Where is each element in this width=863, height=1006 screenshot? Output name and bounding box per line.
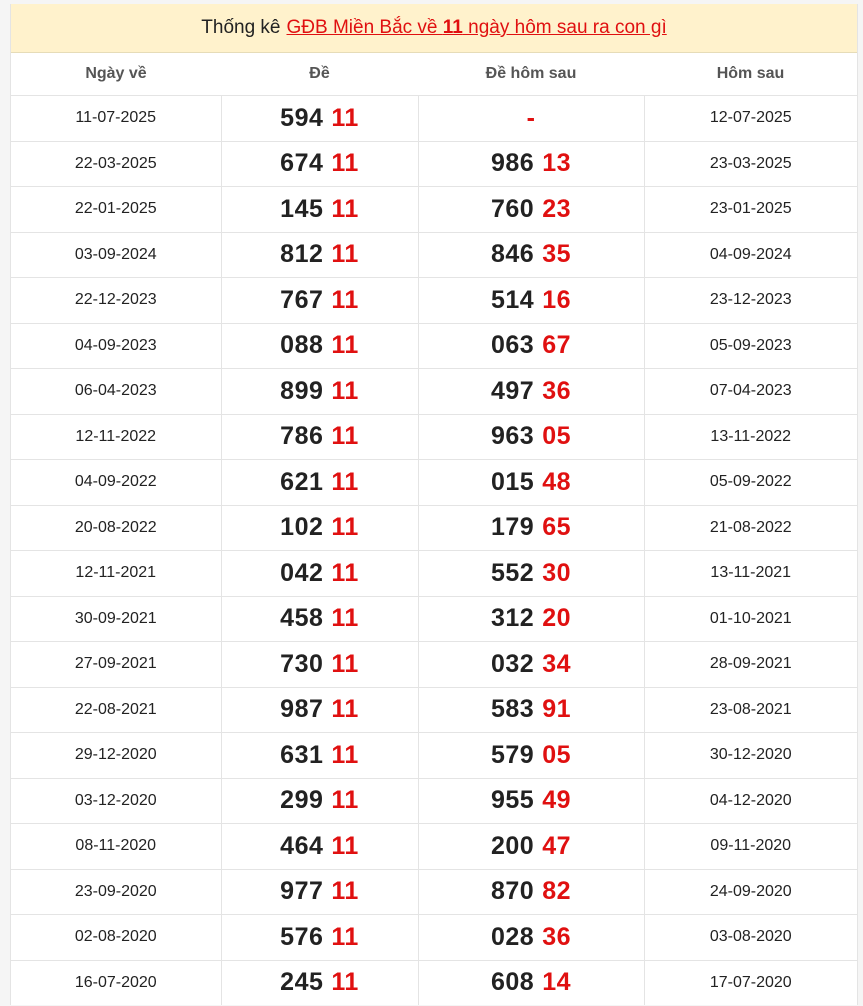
result-head: 812 bbox=[280, 240, 324, 269]
result-head: 621 bbox=[280, 467, 324, 496]
table-row bbox=[11, 323, 857, 369]
no-result-dash: - bbox=[526, 103, 536, 132]
table-row bbox=[11, 460, 857, 506]
table-row bbox=[11, 278, 857, 324]
cell-de bbox=[221, 278, 418, 324]
table-row bbox=[11, 642, 857, 688]
next-result-head: 179 bbox=[490, 513, 535, 542]
cell-hom-sau: 01-10-2021 bbox=[644, 596, 857, 642]
cell-hom-sau: 04-09-2024 bbox=[644, 232, 857, 278]
cell-de bbox=[221, 687, 418, 733]
cell-ngay-ve: 30-09-2021 bbox=[11, 596, 221, 642]
next-result-head: 986 bbox=[490, 149, 535, 178]
cell-ngay-ve: 03-12-2020 bbox=[11, 778, 221, 824]
result-tail: 11 bbox=[331, 513, 359, 542]
cell-de bbox=[221, 642, 418, 688]
next-result-tail: 36 bbox=[542, 922, 572, 951]
result-head: 674 bbox=[280, 149, 324, 178]
cell-de bbox=[221, 187, 418, 233]
cell-ngay-ve: 22-12-2023 bbox=[11, 278, 221, 324]
table-row bbox=[11, 733, 857, 779]
cell-hom-sau: 23-03-2025 bbox=[644, 141, 857, 187]
result-head: 977 bbox=[280, 877, 324, 906]
cell-de bbox=[221, 323, 418, 369]
cell-de-hom-sau bbox=[418, 642, 644, 688]
result-tail: 11 bbox=[331, 831, 359, 860]
cell-hom-sau: 13-11-2022 bbox=[644, 414, 857, 460]
next-result-head: 579 bbox=[490, 740, 535, 769]
cell-ngay-ve: 20-08-2022 bbox=[11, 505, 221, 551]
next-result-head: 015 bbox=[490, 467, 535, 496]
cell-ngay-ve: 12-11-2022 bbox=[11, 414, 221, 460]
table-row bbox=[11, 778, 857, 824]
result-tail: 11 bbox=[331, 968, 359, 997]
cell-ngay-ve: 02-08-2020 bbox=[11, 915, 221, 961]
cell-de bbox=[221, 414, 418, 460]
result-tail: 11 bbox=[331, 558, 359, 587]
result-head: 631 bbox=[280, 740, 324, 769]
next-result-head: 497 bbox=[490, 376, 535, 405]
cell-hom-sau: 05-09-2023 bbox=[644, 323, 857, 369]
cell-de-hom-sau bbox=[418, 323, 644, 369]
next-result-tail: 13 bbox=[542, 149, 572, 178]
stats-panel bbox=[10, 4, 858, 1005]
cell-ngay-ve: 22-08-2021 bbox=[11, 687, 221, 733]
cell-de bbox=[221, 824, 418, 870]
cell-hom-sau: 13-11-2021 bbox=[644, 551, 857, 597]
result-tail: 11 bbox=[331, 285, 359, 314]
result-tail: 11 bbox=[331, 149, 359, 178]
cell-de-hom-sau bbox=[418, 96, 644, 142]
result-tail: 11 bbox=[331, 376, 359, 405]
stats-table bbox=[11, 53, 857, 1005]
cell-de bbox=[221, 460, 418, 506]
cell-de-hom-sau bbox=[418, 960, 644, 1005]
result-tail: 11 bbox=[331, 240, 359, 269]
next-result-head: 063 bbox=[490, 331, 535, 360]
cell-ngay-ve: 29-12-2020 bbox=[11, 733, 221, 779]
next-result-head: 955 bbox=[490, 786, 535, 815]
cell-hom-sau: 12-07-2025 bbox=[644, 96, 857, 142]
cell-de bbox=[221, 505, 418, 551]
next-result-tail: 30 bbox=[542, 558, 572, 587]
cell-hom-sau: 09-11-2020 bbox=[644, 824, 857, 870]
next-result-tail: 14 bbox=[542, 968, 572, 997]
cell-de-hom-sau bbox=[418, 278, 644, 324]
result-head: 088 bbox=[280, 331, 324, 360]
next-result-tail: 49 bbox=[542, 786, 572, 815]
cell-de-hom-sau bbox=[418, 551, 644, 597]
cell-hom-sau: 17-07-2020 bbox=[644, 960, 857, 1005]
result-tail: 11 bbox=[331, 194, 359, 223]
result-head: 899 bbox=[280, 376, 324, 405]
table-row bbox=[11, 869, 857, 915]
cell-de-hom-sau bbox=[418, 733, 644, 779]
table-row bbox=[11, 687, 857, 733]
cell-de bbox=[221, 551, 418, 597]
cell-de-hom-sau bbox=[418, 232, 644, 278]
result-head: 102 bbox=[280, 513, 324, 542]
result-tail: 11 bbox=[331, 877, 359, 906]
caption-prefix: Thống kê bbox=[201, 17, 281, 38]
table-row bbox=[11, 915, 857, 961]
cell-ngay-ve: 12-11-2021 bbox=[11, 551, 221, 597]
next-result-head: 760 bbox=[490, 194, 535, 223]
caption-link-number: 11 bbox=[442, 17, 463, 38]
caption-link-pre: GĐB Miền Bắc về bbox=[286, 17, 443, 38]
cell-hom-sau: 03-08-2020 bbox=[644, 915, 857, 961]
cell-ngay-ve: 16-07-2020 bbox=[11, 960, 221, 1005]
cell-hom-sau: 30-12-2020 bbox=[644, 733, 857, 779]
cell-hom-sau: 24-09-2020 bbox=[644, 869, 857, 915]
result-head: 576 bbox=[280, 922, 324, 951]
result-tail: 11 bbox=[331, 103, 359, 132]
cell-de-hom-sau bbox=[418, 915, 644, 961]
table-row bbox=[11, 232, 857, 278]
cell-hom-sau: 23-12-2023 bbox=[644, 278, 857, 324]
next-result-head: 963 bbox=[490, 422, 535, 451]
table-row bbox=[11, 96, 857, 142]
cell-de-hom-sau bbox=[418, 869, 644, 915]
header-row bbox=[11, 53, 857, 96]
cell-de bbox=[221, 96, 418, 142]
next-result-tail: 67 bbox=[542, 331, 572, 360]
result-head: 299 bbox=[280, 786, 324, 815]
next-result-head: 200 bbox=[490, 831, 535, 860]
table-row bbox=[11, 505, 857, 551]
cell-de-hom-sau bbox=[418, 596, 644, 642]
result-tail: 11 bbox=[331, 649, 359, 678]
cell-ngay-ve: 04-09-2022 bbox=[11, 460, 221, 506]
table-caption bbox=[11, 4, 857, 53]
table-row bbox=[11, 141, 857, 187]
result-head: 458 bbox=[280, 604, 324, 633]
caption-link[interactable] bbox=[287, 17, 667, 39]
cell-ngay-ve: 06-04-2023 bbox=[11, 369, 221, 415]
table-body bbox=[11, 96, 857, 1006]
result-tail: 11 bbox=[331, 922, 359, 951]
result-head: 464 bbox=[280, 831, 324, 860]
next-result-head: 583 bbox=[490, 695, 535, 724]
result-head: 786 bbox=[280, 422, 324, 451]
result-head: 245 bbox=[280, 968, 324, 997]
cell-hom-sau: 23-01-2025 bbox=[644, 187, 857, 233]
cell-ngay-ve: 22-03-2025 bbox=[11, 141, 221, 187]
table-row bbox=[11, 369, 857, 415]
result-head: 730 bbox=[280, 649, 324, 678]
cell-ngay-ve: 04-09-2023 bbox=[11, 323, 221, 369]
result-tail: 11 bbox=[331, 786, 359, 815]
cell-de bbox=[221, 369, 418, 415]
cell-de-hom-sau bbox=[418, 687, 644, 733]
next-result-head: 028 bbox=[490, 922, 535, 951]
cell-hom-sau: 23-08-2021 bbox=[644, 687, 857, 733]
table-row bbox=[11, 596, 857, 642]
result-tail: 11 bbox=[331, 331, 359, 360]
result-tail: 11 bbox=[331, 604, 359, 633]
next-result-head: 032 bbox=[490, 649, 535, 678]
cell-de bbox=[221, 778, 418, 824]
next-result-head: 608 bbox=[490, 968, 535, 997]
cell-hom-sau: 04-12-2020 bbox=[644, 778, 857, 824]
next-result-tail: 16 bbox=[542, 285, 572, 314]
table-row bbox=[11, 187, 857, 233]
next-result-tail: 05 bbox=[542, 422, 572, 451]
next-result-tail: 20 bbox=[542, 604, 572, 633]
result-head: 767 bbox=[280, 285, 324, 314]
header-hom-sau: Hôm sau bbox=[644, 53, 857, 96]
result-head: 987 bbox=[280, 695, 324, 724]
cell-de-hom-sau bbox=[418, 141, 644, 187]
next-result-tail: 35 bbox=[542, 240, 572, 269]
cell-de-hom-sau bbox=[418, 460, 644, 506]
next-result-tail: 91 bbox=[542, 695, 572, 724]
result-head: 145 bbox=[280, 194, 324, 223]
cell-de bbox=[221, 869, 418, 915]
header-de-hom-sau: Đề hôm sau bbox=[418, 53, 644, 96]
cell-de bbox=[221, 596, 418, 642]
next-result-tail: 47 bbox=[542, 831, 572, 860]
next-result-tail: 23 bbox=[542, 194, 572, 223]
next-result-tail: 34 bbox=[542, 649, 572, 678]
result-head: 042 bbox=[280, 558, 324, 587]
cell-ngay-ve: 03-09-2024 bbox=[11, 232, 221, 278]
cell-de-hom-sau bbox=[418, 187, 644, 233]
result-tail: 11 bbox=[331, 467, 359, 496]
result-tail: 11 bbox=[331, 740, 359, 769]
cell-ngay-ve: 22-01-2025 bbox=[11, 187, 221, 233]
next-result-head: 514 bbox=[490, 285, 535, 314]
cell-de-hom-sau bbox=[418, 414, 644, 460]
header-de: Đề bbox=[221, 53, 418, 96]
header-ngay-ve: Ngày về bbox=[11, 53, 221, 96]
next-result-tail: 05 bbox=[542, 740, 572, 769]
cell-de bbox=[221, 232, 418, 278]
table-row bbox=[11, 960, 857, 1005]
cell-de-hom-sau bbox=[418, 824, 644, 870]
cell-de-hom-sau bbox=[418, 778, 644, 824]
cell-ngay-ve: 27-09-2021 bbox=[11, 642, 221, 688]
cell-hom-sau: 07-04-2023 bbox=[644, 369, 857, 415]
table-row bbox=[11, 414, 857, 460]
cell-ngay-ve: 23-09-2020 bbox=[11, 869, 221, 915]
caption-link-post: ngày hôm sau ra con gì bbox=[462, 17, 667, 38]
result-head: 594 bbox=[280, 103, 324, 132]
cell-hom-sau: 28-09-2021 bbox=[644, 642, 857, 688]
cell-ngay-ve: 11-07-2025 bbox=[11, 96, 221, 142]
next-result-head: 870 bbox=[490, 877, 535, 906]
result-tail: 11 bbox=[331, 422, 359, 451]
next-result-tail: 36 bbox=[542, 376, 572, 405]
cell-de bbox=[221, 141, 418, 187]
next-result-tail: 65 bbox=[542, 513, 572, 542]
result-tail: 11 bbox=[331, 695, 359, 724]
cell-de bbox=[221, 915, 418, 961]
next-result-tail: 48 bbox=[542, 467, 572, 496]
cell-de-hom-sau bbox=[418, 505, 644, 551]
cell-de-hom-sau bbox=[418, 369, 644, 415]
cell-de bbox=[221, 733, 418, 779]
cell-ngay-ve: 08-11-2020 bbox=[11, 824, 221, 870]
table-row bbox=[11, 824, 857, 870]
next-result-head: 552 bbox=[490, 558, 535, 587]
cell-hom-sau: 05-09-2022 bbox=[644, 460, 857, 506]
next-result-head: 846 bbox=[490, 240, 535, 269]
cell-hom-sau: 21-08-2022 bbox=[644, 505, 857, 551]
next-result-head: 312 bbox=[490, 604, 535, 633]
cell-de bbox=[221, 960, 418, 1005]
table-row bbox=[11, 551, 857, 597]
next-result-tail: 82 bbox=[542, 877, 572, 906]
